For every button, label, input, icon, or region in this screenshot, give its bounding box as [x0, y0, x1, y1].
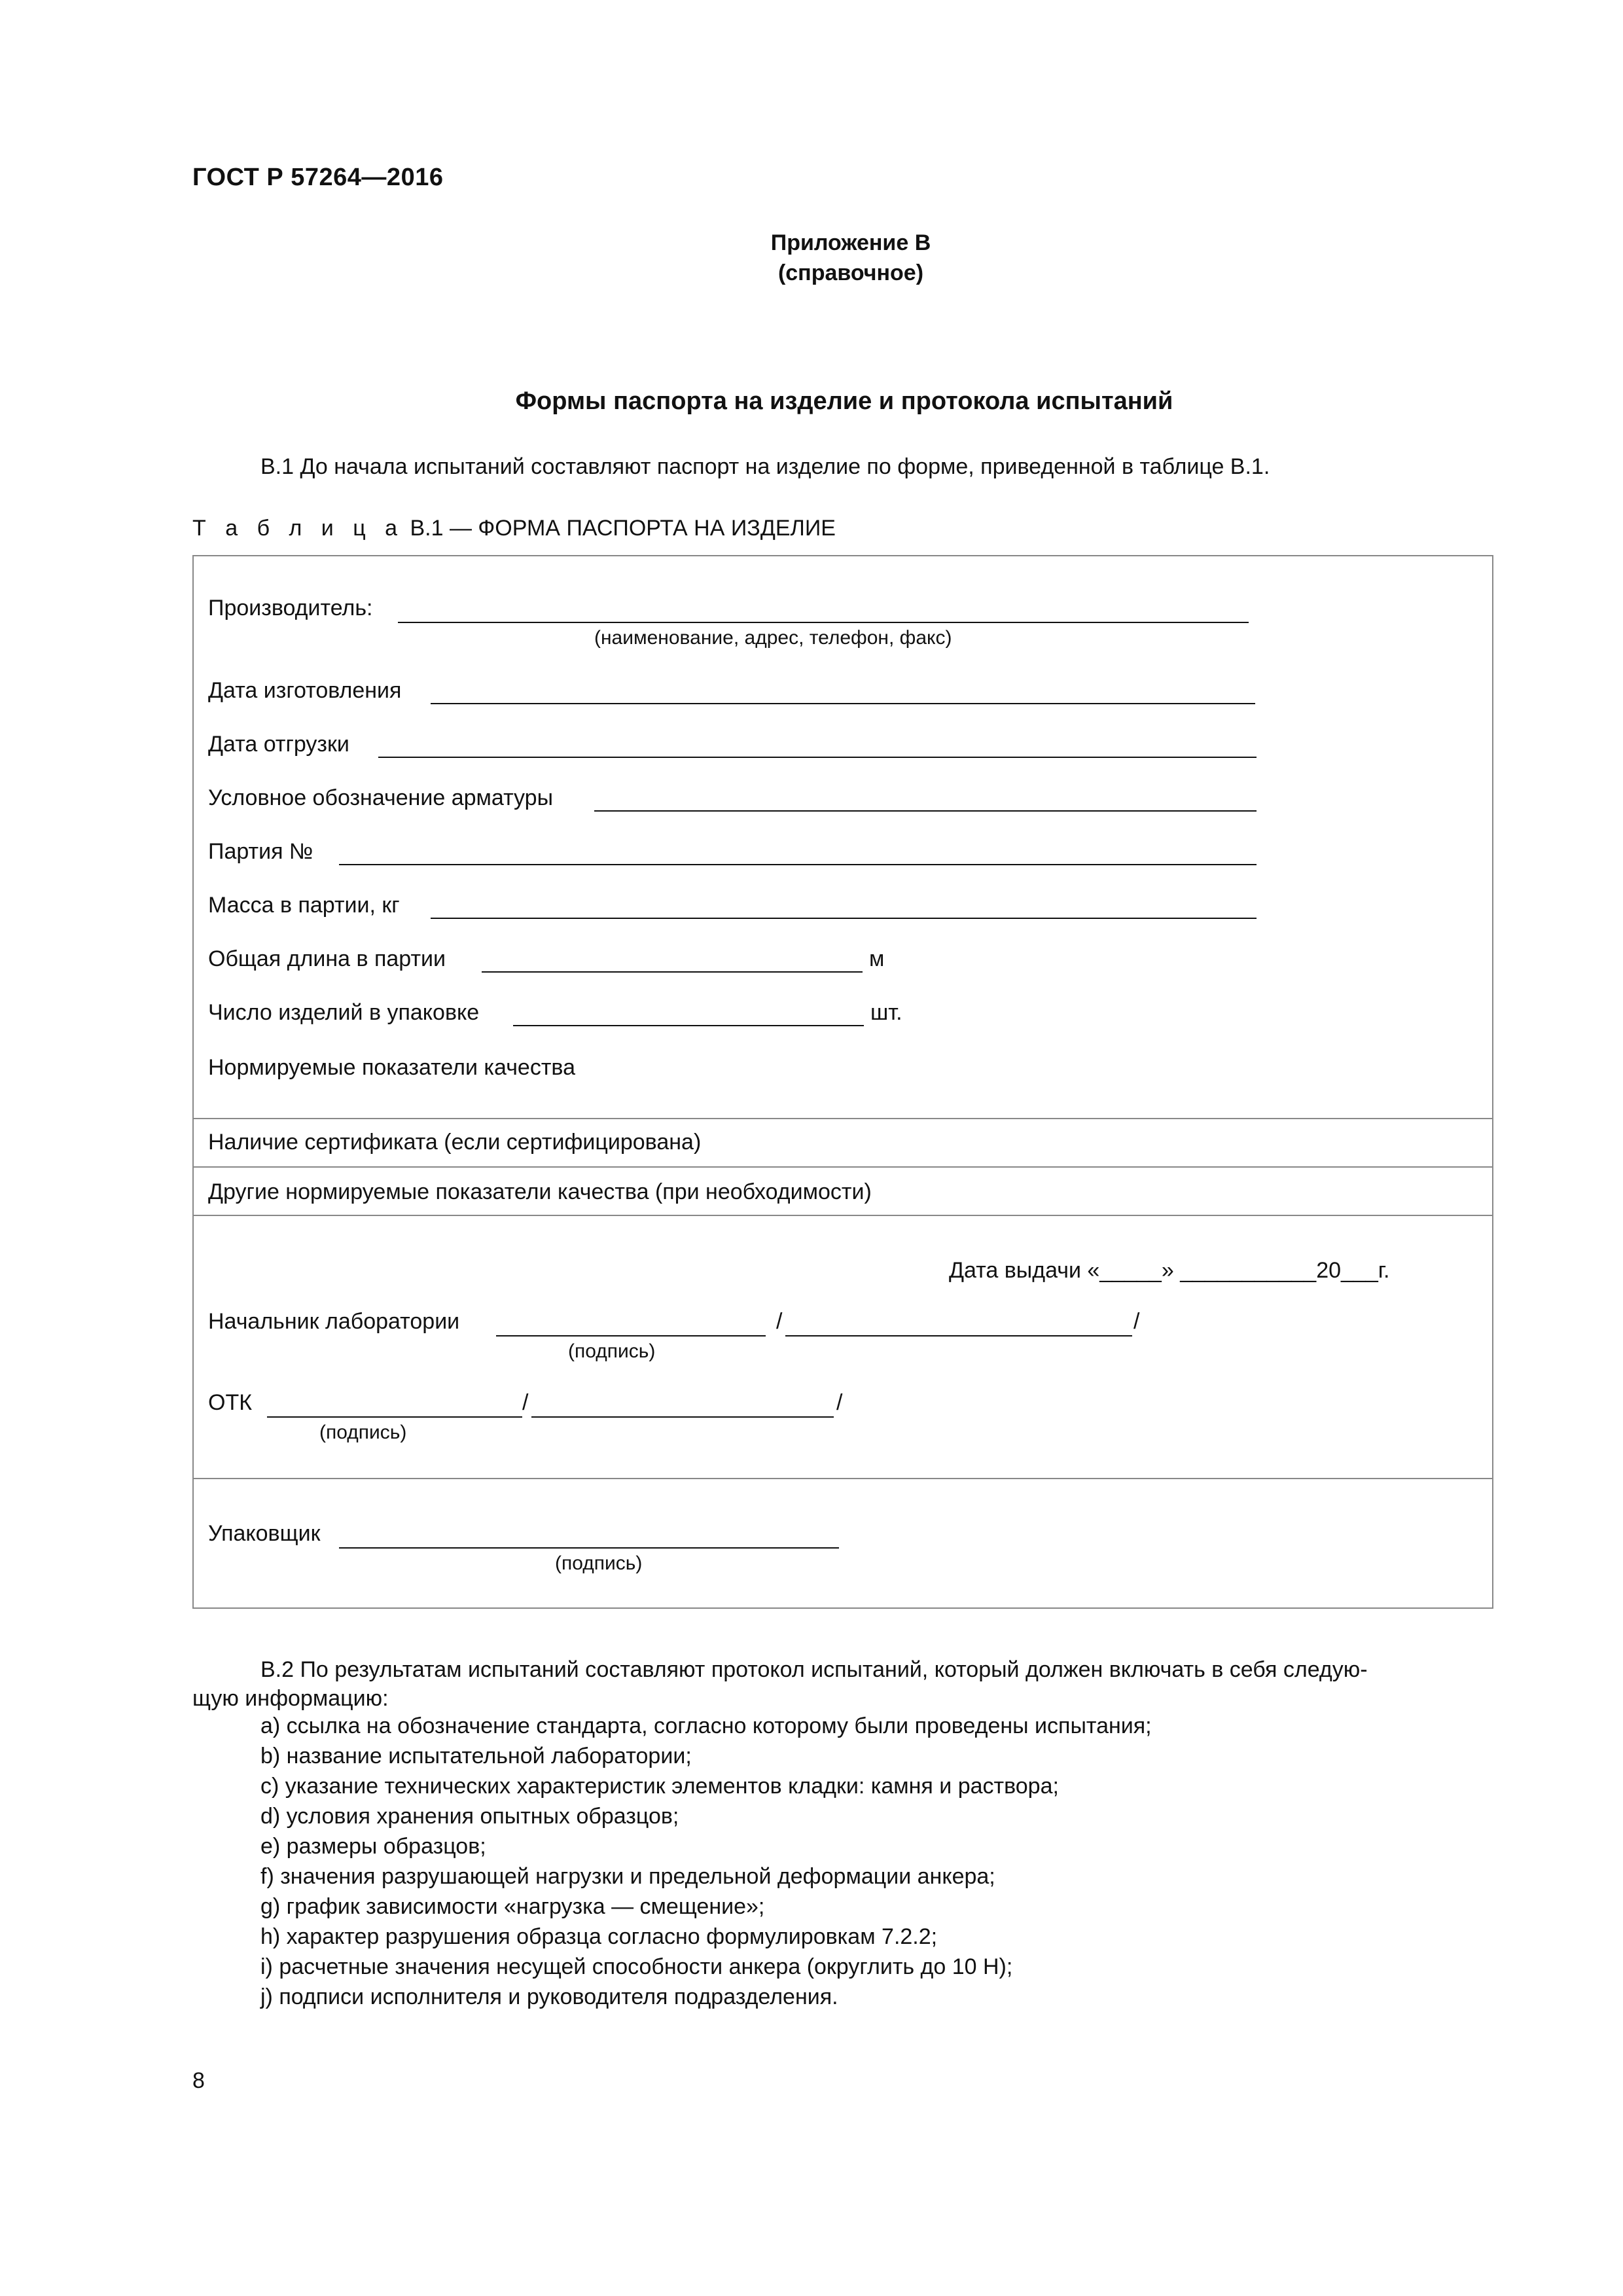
section-title: Формы паспорта на изделие и протокола испытаний — [515, 387, 1173, 415]
table-divider — [194, 1118, 1492, 1119]
issue-date: Дата выдачи «_____» ___________20___г. — [949, 1258, 1390, 1283]
list-item: h) характер разрушения образца согласно формулировкам 7.2.2; — [260, 1924, 938, 1949]
mass-field[interactable] — [431, 918, 1257, 919]
packer-label: Упаковщик — [208, 1521, 321, 1546]
manufacturer-field[interactable] — [398, 622, 1249, 623]
shipment-date-field[interactable] — [378, 757, 1257, 758]
list-item: b) название испытательной лаборатории; — [260, 1744, 692, 1768]
paragraph-b1: В.1 До начала испытаний составляют паспорт на изделие по форме, приведенной в таблице В.1. — [260, 454, 1270, 479]
lab-head-label: Начальник лаборатории — [208, 1309, 460, 1334]
certificate-label: Наличие сертификата (если сертифицирована) — [208, 1130, 702, 1155]
length-field[interactable] — [482, 971, 863, 973]
shipment-date-label: Дата отгрузки — [208, 732, 349, 757]
batch-field[interactable] — [339, 864, 1257, 865]
otk-name-field[interactable] — [531, 1416, 834, 1418]
quality-label: Нормируемые показатели качества — [208, 1055, 575, 1080]
signature-hint: (подпись) — [568, 1340, 656, 1362]
slash: / — [776, 1309, 783, 1334]
manufacture-date-label: Дата изготовления — [208, 678, 402, 703]
table-divider — [194, 1478, 1492, 1479]
appendix-type: (справочное) — [777, 260, 924, 285]
lab-head-name-field[interactable] — [785, 1335, 1132, 1336]
list-item: j) подписи исполнителя и руководителя подразделения. — [260, 1984, 838, 2009]
signature-hint: (подпись) — [555, 1552, 643, 1574]
mass-label: Масса в партии, кг — [208, 893, 400, 918]
page-number: 8 — [192, 2068, 205, 2093]
list-item: i) расчетные значения несущей способности анкера (округлить до 10 Н); — [260, 1954, 1013, 1979]
paragraph-b2-line2: щую информацию: — [192, 1686, 389, 1711]
other-quality-label: Другие нормируемые показатели качества (при необходимости) — [208, 1179, 872, 1204]
appendix-label: Приложение В — [770, 230, 931, 255]
count-unit: шт. — [870, 1000, 902, 1025]
list-item: e) размеры образцов; — [260, 1834, 486, 1859]
paragraph-b2-line1: В.2 По результатам испытаний составляют протокол испытаний, который должен включать в себя следую- — [260, 1657, 1368, 1682]
otk-signature-field[interactable] — [267, 1416, 522, 1418]
length-unit: м — [869, 946, 885, 971]
table-caption-prefix: Т а б л и ц а — [192, 516, 404, 541]
length-label: Общая длина в партии — [208, 946, 446, 971]
list-item: d) условия хранения опытных образцов; — [260, 1804, 679, 1829]
table-divider — [194, 1215, 1492, 1216]
manufacturer-hint: (наименование, адрес, телефон, факс) — [594, 627, 952, 649]
table-divider — [194, 1166, 1492, 1168]
lab-head-signature-field[interactable] — [496, 1335, 766, 1336]
count-field[interactable] — [513, 1025, 864, 1026]
list-item: g) график зависимости «нагрузка — смещение»; — [260, 1894, 765, 1919]
packer-signature-field[interactable] — [339, 1547, 839, 1549]
list-item: a) ссылка на обозначение стандарта, согласно которому были проведены испытания; — [260, 1713, 1152, 1738]
designation-field[interactable] — [594, 810, 1257, 812]
slash: / — [836, 1390, 843, 1415]
count-label: Число изделий в упаковке — [208, 1000, 480, 1025]
table-caption — [192, 516, 836, 541]
manufacturer-label: Производитель: — [208, 596, 373, 620]
table-caption-text: В.1 — ФОРМА ПАСПОРТА НА ИЗДЕЛИЕ — [404, 516, 836, 541]
list-item: f) значения разрушающей нагрузки и предельной деформации анкера; — [260, 1864, 995, 1889]
slash: / — [522, 1390, 529, 1415]
document-id: ГОСТ Р 57264—2016 — [192, 164, 444, 191]
signature-hint: (подпись) — [319, 1422, 407, 1443]
manufacture-date-field[interactable] — [431, 703, 1255, 704]
passport-form-table — [192, 555, 1493, 1609]
otk-label: ОТК — [208, 1390, 253, 1415]
batch-label: Партия № — [208, 839, 313, 864]
slash: / — [1133, 1309, 1140, 1334]
designation-label: Условное обозначение арматуры — [208, 785, 554, 810]
list-item: c) указание технических характеристик элементов кладки: камня и раствора; — [260, 1774, 1059, 1799]
